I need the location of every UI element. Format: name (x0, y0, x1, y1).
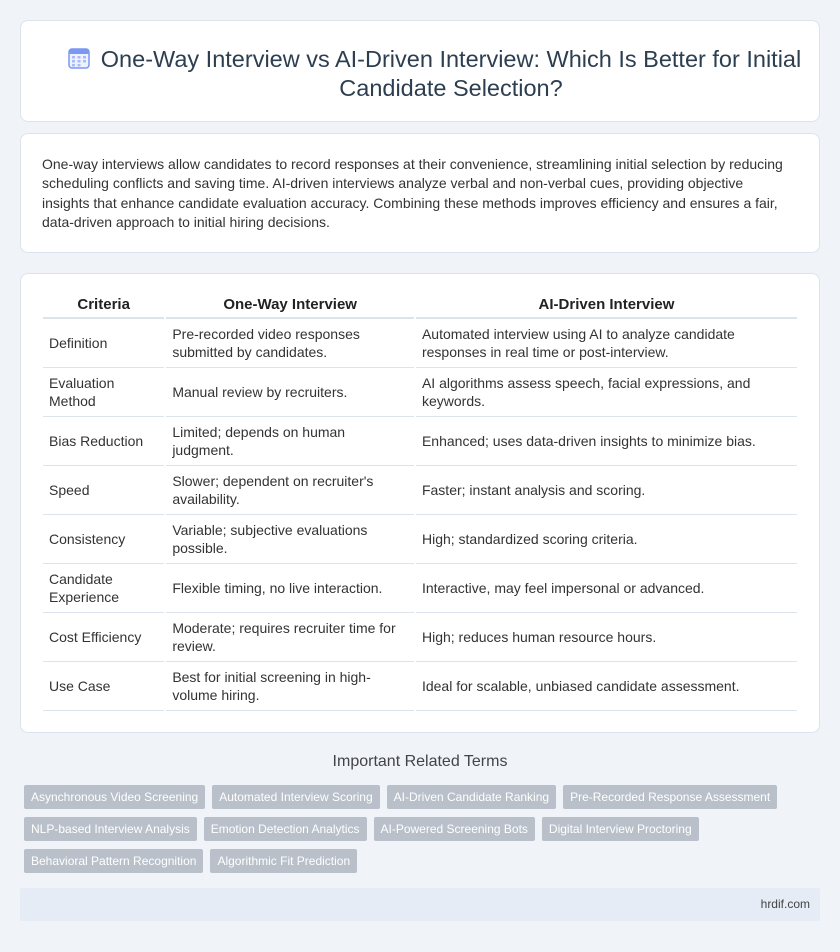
table-row (43, 613, 797, 662)
ai-driven-cell: Enhanced; uses data-driven insights to minimize bias. (416, 417, 797, 466)
related-term-tag[interactable]: Digital Interview Proctoring (542, 817, 699, 841)
ai-driven-cell: Ideal for scalable, unbiased candidate assessment. (416, 662, 797, 711)
site-name[interactable]: hrdif.com (760, 897, 810, 911)
table-row (43, 319, 797, 368)
table-row (43, 515, 797, 564)
one-way-cell: Pre-recorded video responses submitted by candidates. (166, 319, 414, 368)
table-row (43, 368, 797, 417)
ai-driven-cell: Automated interview using AI to analyze candidate responses in real time or post-interview. (416, 319, 797, 368)
related-terms-heading: Important Related Terms (332, 753, 508, 770)
table-row (43, 662, 797, 711)
one-way-cell: Moderate; requires recruiter time for review. (166, 613, 414, 662)
one-way-cell: Variable; subjective evaluations possible. (166, 515, 414, 564)
ai-driven-cell: High; standardized scoring criteria. (416, 515, 797, 564)
ai-driven-cell: High; reduces human resource hours. (416, 613, 797, 662)
related-term-tag[interactable]: NLP-based Interview Analysis (24, 817, 197, 841)
column-header-criteria: Criteria (43, 296, 164, 319)
criteria-cell: Consistency (43, 515, 164, 564)
ai-driven-cell: Interactive, may feel impersonal or advanced. (416, 564, 797, 613)
related-term-tag[interactable]: Algorithmic Fit Prediction (210, 849, 357, 873)
related-term-tag[interactable]: Automated Interview Scoring (212, 785, 379, 809)
page-title: One-Way Interview vs AI-Driven Interview: Which Is Better for Initial Candidate Selection? (100, 46, 802, 101)
one-way-cell: Slower; dependent on recruiter's availability. (166, 466, 414, 515)
related-term-tag[interactable]: Emotion Detection Analytics (204, 817, 367, 841)
footer-bar (20, 888, 820, 921)
one-way-cell: Manual review by recruiters. (166, 368, 414, 417)
column-header-ai-driven: AI-Driven Interview (416, 296, 797, 319)
criteria-cell: Definition (43, 319, 164, 368)
one-way-cell: Flexible timing, no live interaction. (166, 564, 414, 613)
related-term-tag[interactable]: Asynchronous Video Screening (24, 785, 205, 809)
criteria-cell: Speed (43, 466, 164, 515)
table-header-row (43, 296, 797, 319)
ai-driven-cell: AI algorithms assess speech, facial expressions, and keywords. (416, 368, 797, 417)
related-term-tag[interactable]: Pre-Recorded Response Assessment (563, 785, 777, 809)
related-term-tag[interactable]: Behavioral Pattern Recognition (24, 849, 203, 873)
column-header-one-way: One-Way Interview (166, 296, 414, 319)
related-term-tag[interactable]: AI-Driven Candidate Ranking (387, 785, 556, 809)
criteria-cell: Cost Efficiency (43, 613, 164, 662)
table-row (43, 466, 797, 515)
related-term-tag[interactable]: AI-Powered Screening Bots (374, 817, 535, 841)
criteria-cell: Candidate Experience (43, 564, 164, 613)
criteria-cell: Bias Reduction (43, 417, 164, 466)
comparison-card (20, 273, 820, 733)
intro-paragraph: One-way interviews allow candidates to record responses at their convenience, streamlining initial selection by reducing scheduling conflicts and saving time. AI-driven interviews analyze verbal and non-verbal cues, providing objective insights that enhance candidate evaluation accuracy. Combining these methods improves efficiency and ensures a fair, data-driven approach to initial hiring decisions. (42, 156, 783, 230)
one-way-cell: Best for initial screening in high-volume hiring. (166, 662, 414, 711)
criteria-cell: Use Case (43, 662, 164, 711)
title-card (20, 20, 820, 122)
ai-driven-cell: Faster; instant analysis and scoring. (416, 466, 797, 515)
one-way-cell: Limited; depends on human judgment. (166, 417, 414, 466)
table-row (43, 564, 797, 613)
criteria-cell: Evaluation Method (43, 368, 164, 417)
intro-card (20, 133, 820, 253)
table-row (43, 417, 797, 466)
related-terms-list (24, 785, 814, 873)
comparison-table (41, 296, 799, 711)
